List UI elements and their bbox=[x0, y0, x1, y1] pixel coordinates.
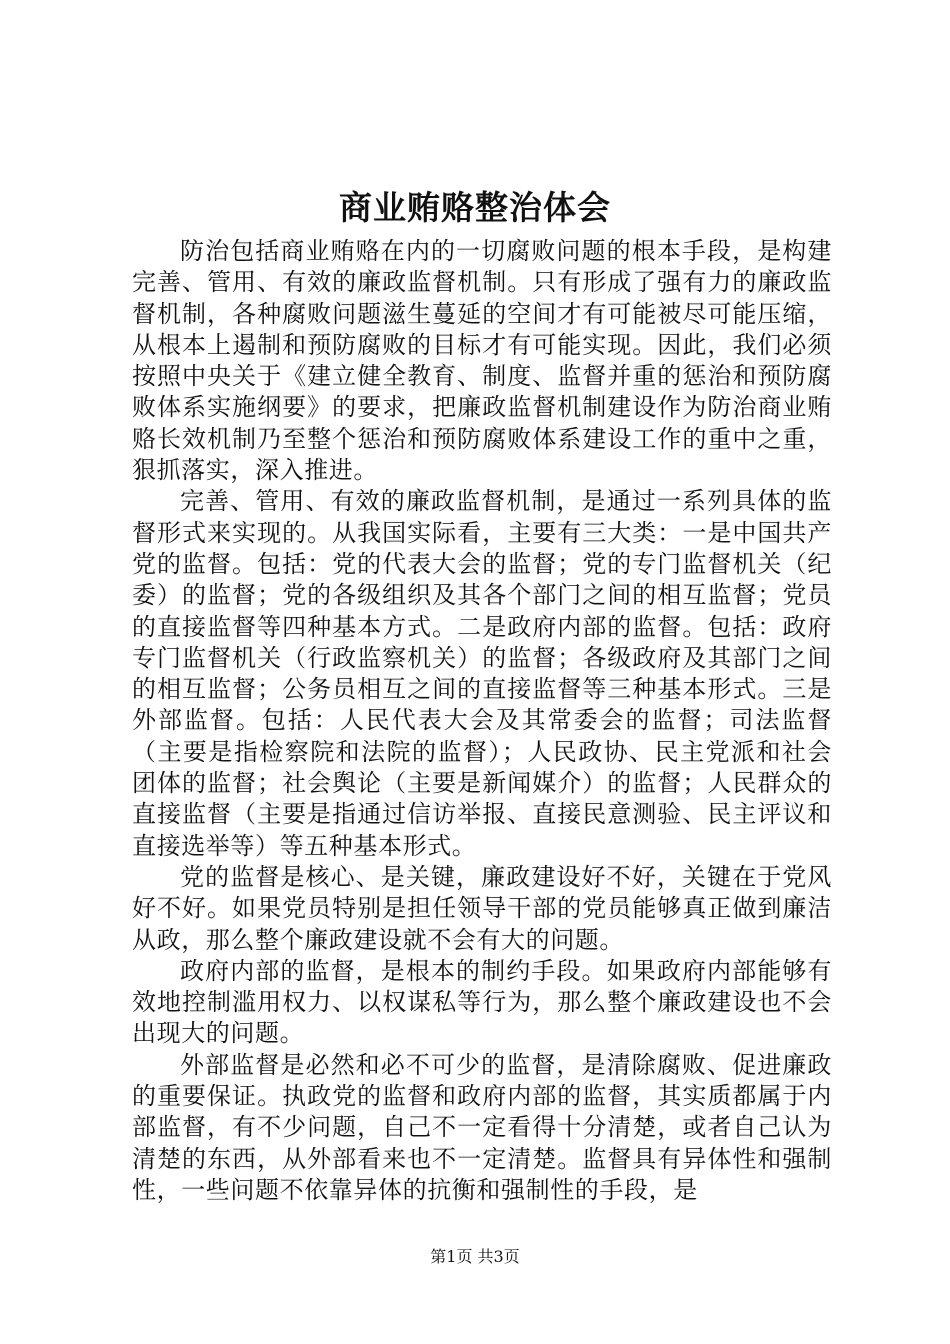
page-number-footer: 第1页 共3页 bbox=[430, 1247, 520, 1266]
document-body bbox=[132, 236, 832, 1206]
paragraph-2: 完善、管用、有效的廉政监督机制，是通过一系列具体的监督形式来实现的。从我国实际看，主要有三大类：一是中国共产党的监督。包括：党的代表大会的监督；党的专门监督机关（纪委）的监督；党的各级组织及其各个部门之间的相互监督；党员的直接监督等四种基本方式。二是政府内部的监督。包括：政府专门监督机关（行政监察机关）的监督；各级政府及其部门之间的相互监督；公务员相互之间的直接监督等三种基本形式。三是外部监督。包括：人民代表大会及其常委会的监督；司法监督（主要是指检察院和法院的监督）；人民政协、民主党派和社会团体的监督；社会舆论（主要是新闻媒介）的监督；人民群众的直接监督（主要是指通过信访举报、直接民意测验、民主评议和直接选举等）等五种基本形式。 bbox=[132, 487, 832, 860]
paragraph-3: 党的监督是核心、是关键，廉政建设好不好，关键在于党风好不好。如果党员特别是担任领导干部的党员能够真正做到廉洁从政，那么整个廉政建设就不会有大的问题。 bbox=[132, 862, 832, 954]
paragraph-1: 防治包括商业贿赂在内的一切腐败问题的根本手段，是构建完善、管用、有效的廉政监督机制。只有形成了强有力的廉政监督机制，各种腐败问题滋生蔓延的空间才有可能被尽可能压缩，从根本上遏制和预防腐败的目标才有可能实现。因此，我们必须按照中央关于《建立健全教育、制度、监督并重的惩治和预防腐败体系实施纲要》的要求，把廉政监督机制建设作为防治商业贿赂长效机制乃至整个惩治和预防腐败体系建设工作的重中之重，狠抓落实，深入推进。 bbox=[132, 237, 832, 485]
paragraph-4: 政府内部的监督，是根本的制约手段。如果政府内部能够有效地控制滥用权力、以权谋私等行为，那么整个廉政建设也不会出现大的问题。 bbox=[132, 956, 832, 1048]
document-title: 商业贿赂整治体会 bbox=[339, 188, 611, 227]
paragraph-5: 外部监督是必然和必不可少的监督，是清除腐败、促进廉政的重要保证。执政党的监督和政府内部的监督，其实质都属于内部监督，有不少问题，自己不一定看得十分清楚，或者自己认为清楚的东西，从外部看来也不一定清楚。监督具有异体性和强制性，一些问题不依靠异体的抗衡和强制性的手段，是 bbox=[132, 1050, 832, 1204]
